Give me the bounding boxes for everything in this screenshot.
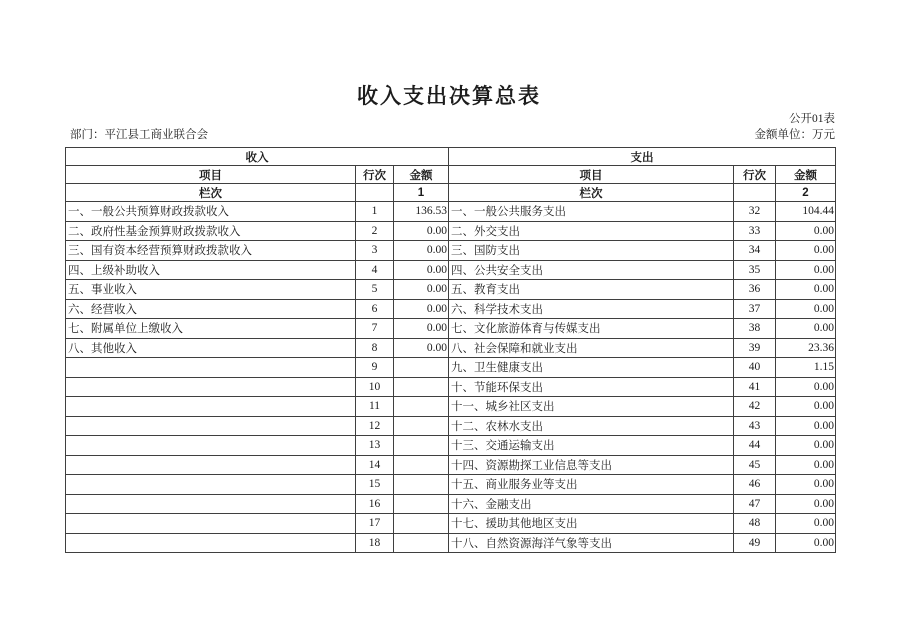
table-row: [66, 299, 836, 319]
expenditure-item-cell: 一、一般公共服务支出: [449, 202, 734, 222]
expenditure-rowno-cell: 33: [734, 221, 776, 241]
table-row: [66, 455, 836, 475]
expenditure-amount-cell: 0.00: [776, 416, 836, 436]
expenditure-item-cell: 八、社会保障和就业支出: [449, 338, 734, 358]
income-amount-cell: 0.00: [394, 299, 449, 319]
income-amount-cell: 136.53: [394, 202, 449, 222]
income-amount-cell: [394, 533, 449, 553]
income-amount-cell: [394, 514, 449, 534]
expenditure-rowno-cell: 49: [734, 533, 776, 553]
department-label: 部门：平江县工商业联合会: [70, 129, 208, 141]
income-item-cell: 二、政府性基金预算财政拨款收入: [66, 221, 356, 241]
income-item-cell: 五、事业收入: [66, 280, 356, 300]
page-title: 收入支出决算总表: [357, 85, 541, 108]
expenditure-item-header: 项目: [449, 166, 734, 184]
income-item-cell: [66, 416, 356, 436]
income-rowno-cell: 5: [356, 280, 394, 300]
expenditure-rowno-cell: 35: [734, 260, 776, 280]
expenditure-item-cell: 二、外交支出: [449, 221, 734, 241]
income-amount-cell: [394, 377, 449, 397]
expenditure-rowno-cell: 41: [734, 377, 776, 397]
income-rowno-cell: 1: [356, 202, 394, 222]
expenditure-amount-cell: 0.00: [776, 436, 836, 456]
expenditure-rowno-cell: 32: [734, 202, 776, 222]
expenditure-column-number: 2: [776, 184, 836, 202]
table-row: [66, 221, 836, 241]
expenditure-amount-cell: 0.00: [776, 241, 836, 261]
meta-line: [70, 126, 835, 142]
income-rowno-cell: 12: [356, 416, 394, 436]
income-item-cell: 一、一般公共预算财政拨款收入: [66, 202, 356, 222]
income-item-cell: 三、国有资本经营预算财政拨款收入: [66, 241, 356, 261]
decision-summary-table: [65, 147, 836, 553]
expenditure-item-cell: 五、教育支出: [449, 280, 734, 300]
unit-label: 金额单位：万元: [754, 129, 835, 141]
income-rowno-cell: 9: [356, 358, 394, 378]
income-amount-cell: [394, 436, 449, 456]
expenditure-amount-cell: 0.00: [776, 397, 836, 417]
expenditure-item-cell: 三、国防支出: [449, 241, 734, 261]
table-row: [66, 533, 836, 553]
income-amount-cell: 0.00: [394, 221, 449, 241]
expenditure-rowno-cell: 46: [734, 475, 776, 495]
expenditure-rowno-cell: 39: [734, 338, 776, 358]
table-row: [66, 280, 836, 300]
income-amount-cell: [394, 455, 449, 475]
expenditure-rowno-cell: 38: [734, 319, 776, 339]
expenditure-amount-cell: 0.00: [776, 280, 836, 300]
expenditure-amount-cell: 0.00: [776, 514, 836, 534]
income-rowno-cell: 7: [356, 319, 394, 339]
table-row: [66, 241, 836, 261]
expenditure-amount-cell: 0.00: [776, 533, 836, 553]
expenditure-rowno-cell: 40: [734, 358, 776, 378]
table-number-label: 公开01表: [789, 113, 835, 125]
lanci-row: [66, 184, 836, 202]
income-amount-cell: [394, 494, 449, 514]
expenditure-amount-cell: 23.36: [776, 338, 836, 358]
expenditure-rowno-cell: 43: [734, 416, 776, 436]
table-row: [66, 436, 836, 456]
income-item-cell: 四、上级补助收入: [66, 260, 356, 280]
expenditure-amount-cell: 1.15: [776, 358, 836, 378]
expenditure-item-cell: 四、公共安全支出: [449, 260, 734, 280]
expenditure-rowno-cell: 45: [734, 455, 776, 475]
income-amount-cell: [394, 475, 449, 495]
income-rowno-cell: 10: [356, 377, 394, 397]
income-item-header: 项目: [66, 166, 356, 184]
income-rowno-header: 行次: [356, 166, 394, 184]
income-item-cell: 六、经营收入: [66, 299, 356, 319]
expenditure-rowno-cell: 34: [734, 241, 776, 261]
expenditure-amount-cell: 0.00: [776, 455, 836, 475]
income-lanci-label: 栏次: [66, 184, 356, 202]
income-amount-cell: [394, 358, 449, 378]
income-rowno-cell: 2: [356, 221, 394, 241]
expenditure-rowno-cell: 47: [734, 494, 776, 514]
income-rowno-cell: 14: [356, 455, 394, 475]
income-rowno-cell: 8: [356, 338, 394, 358]
expenditure-item-cell: 十八、自然资源海洋气象等支出: [449, 533, 734, 553]
table-row: [66, 475, 836, 495]
expenditure-item-cell: 九、卫生健康支出: [449, 358, 734, 378]
income-rowno-cell: 11: [356, 397, 394, 417]
expenditure-lanci-rowno-cell: [734, 184, 776, 202]
income-rowno-cell: 17: [356, 514, 394, 534]
table-row: [66, 397, 836, 417]
income-item-cell: [66, 494, 356, 514]
income-group-header: 收入: [66, 148, 449, 166]
income-rowno-cell: 16: [356, 494, 394, 514]
income-amount-cell: 0.00: [394, 280, 449, 300]
expenditure-amount-header: 金额: [776, 166, 836, 184]
expenditure-amount-cell: 0.00: [776, 221, 836, 241]
table-row: [66, 202, 836, 222]
expenditure-amount-cell: 0.00: [776, 475, 836, 495]
expenditure-amount-cell: 0.00: [776, 377, 836, 397]
income-item-cell: 八、其他收入: [66, 338, 356, 358]
income-rowno-cell: 18: [356, 533, 394, 553]
income-lanci-rowno-cell: [356, 184, 394, 202]
table-row: [66, 514, 836, 534]
income-item-cell: [66, 397, 356, 417]
income-rowno-cell: 13: [356, 436, 394, 456]
expenditure-amount-cell: 0.00: [776, 494, 836, 514]
table-body: [66, 202, 836, 553]
expenditure-lanci-label: 栏次: [449, 184, 734, 202]
table-row: [66, 494, 836, 514]
income-amount-cell: 0.00: [394, 319, 449, 339]
expenditure-item-cell: 六、科学技术支出: [449, 299, 734, 319]
expenditure-item-cell: 十一、城乡社区支出: [449, 397, 734, 417]
expenditure-rowno-cell: 48: [734, 514, 776, 534]
income-item-cell: [66, 475, 356, 495]
expenditure-amount-cell: 104.44: [776, 202, 836, 222]
income-amount-cell: [394, 397, 449, 417]
income-amount-cell: 0.00: [394, 241, 449, 261]
income-amount-cell: [394, 416, 449, 436]
income-rowno-cell: 3: [356, 241, 394, 261]
expenditure-item-cell: 七、文化旅游体育与传媒支出: [449, 319, 734, 339]
expenditure-rowno-header: 行次: [734, 166, 776, 184]
expenditure-item-cell: 十五、商业服务业等支出: [449, 475, 734, 495]
expenditure-item-cell: 十六、金融支出: [449, 494, 734, 514]
income-item-cell: [66, 533, 356, 553]
income-item-cell: [66, 455, 356, 475]
income-amount-cell: 0.00: [394, 260, 449, 280]
expenditure-amount-cell: 0.00: [776, 260, 836, 280]
income-rowno-cell: 4: [356, 260, 394, 280]
income-rowno-cell: 6: [356, 299, 394, 319]
table-row: [66, 338, 836, 358]
table-row: [66, 416, 836, 436]
expenditure-amount-cell: 0.00: [776, 319, 836, 339]
column-header-row: [66, 166, 836, 184]
income-item-cell: [66, 436, 356, 456]
group-header-row: [66, 148, 836, 166]
expenditure-group-header: 支出: [449, 148, 836, 166]
table-row: [66, 377, 836, 397]
expenditure-rowno-cell: 37: [734, 299, 776, 319]
income-amount-header: 金额: [394, 166, 449, 184]
expenditure-item-cell: 十二、农林水支出: [449, 416, 734, 436]
income-rowno-cell: 15: [356, 475, 394, 495]
expenditure-item-cell: 十七、援助其他地区支出: [449, 514, 734, 534]
expenditure-item-cell: 十、节能环保支出: [449, 377, 734, 397]
income-item-cell: [66, 377, 356, 397]
income-item-cell: [66, 358, 356, 378]
income-amount-cell: 0.00: [394, 338, 449, 358]
expenditure-rowno-cell: 44: [734, 436, 776, 456]
expenditure-rowno-cell: 42: [734, 397, 776, 417]
expenditure-item-cell: 十四、资源勘探工业信息等支出: [449, 455, 734, 475]
expenditure-rowno-cell: 36: [734, 280, 776, 300]
expenditure-item-cell: 十三、交通运输支出: [449, 436, 734, 456]
income-column-number: 1: [394, 184, 449, 202]
table-row: [66, 260, 836, 280]
income-item-cell: 七、附属单位上缴收入: [66, 319, 356, 339]
expenditure-amount-cell: 0.00: [776, 299, 836, 319]
table-row: [66, 358, 836, 378]
income-item-cell: [66, 514, 356, 534]
table-row: [66, 319, 836, 339]
